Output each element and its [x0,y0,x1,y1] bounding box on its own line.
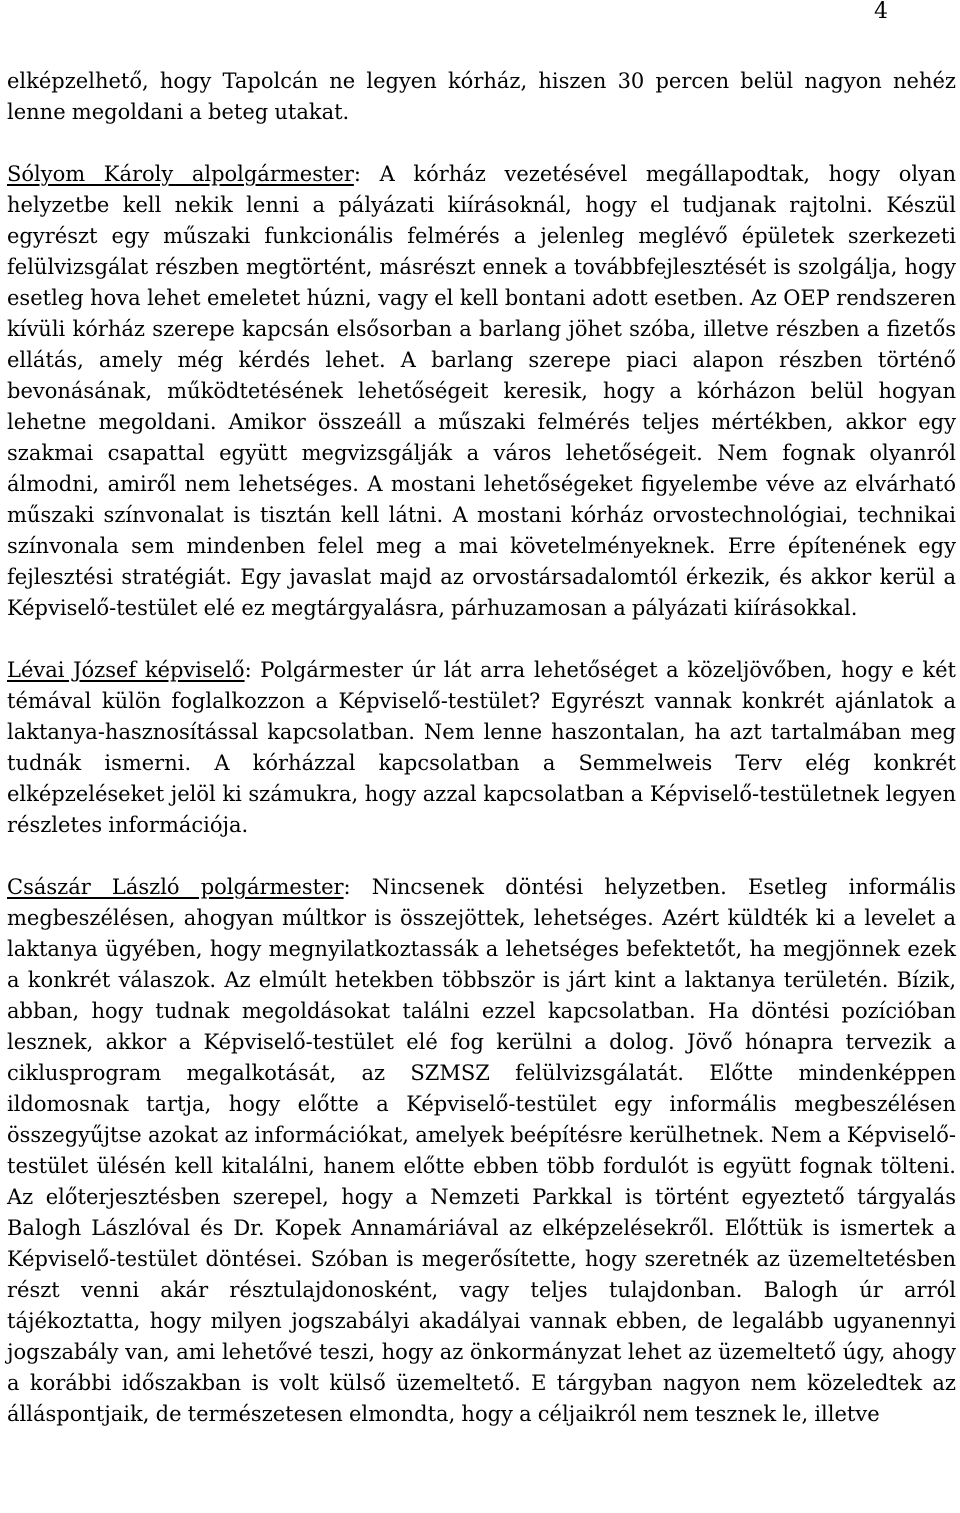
speaker-name: Lévai József képviselő [7,658,245,682]
paragraph-gap [7,128,956,159]
paragraph-levai-jozsef [7,655,956,841]
paragraph-text: Nincsenek döntési helyzetben. Esetleg informális megbeszélésen, ahogyan múltkor is összejöttek, lehetséges. Azért küldték ki a levelet a laktanya ügyében, hogy megnyilatkoztassák a lehetséges befektetőt, ha megjönnek ezek a konkrét válaszok. Az elmúlt hetekben többször is járt kint a laktanya területén. Bízik, abban, hogy tudnak megoldásokat találni ezzel kapcsolatban. Ha döntési pozícióban lesznek, akkor a Képviselő-testület elé fog kerülni a dolog. Jövő hónapra tervezik a ciklusprogram megalkotását, az SZMSZ felülvizsgálatát. Előtte mindenképpen ildomosnak tartja, hogy előtte a Képviselő-testület egy informális megbeszélésen összegyűjtse azokat az információkat, amelyek beépítésre kerülhetnek. Nem a Képviselő-testület ülésén kell kitalálni, hanem előtte ebben több fordulót is együtt fognak tölteni. Az előterjesztésben szerepel, hogy a Nemzeti Parkkal is történt egyeztető tárgyalás Balogh Lászlóval és Dr. Kopek Annamáriával az elképzelésekről. Előttük is ismertek a Képviselő-testület döntései. Szóban is megerősítette, hogy szeretnék az üzemeltetésben részt venni akár résztulajdonosként, vagy teljes tulajdonban. Balogh úr arról tájékoztatta, hogy milyen jogszabályi akadályai vannak ebben, de legalább ugyanennyi jogszabály van, ami lehetővé teszi, hogy az önkormányzat lehet az üzemeltető úgy, ahogy a korábbi időszakban is volt külső üzemeltető. E tárgyban nagyon nem közeledtek az álláspontjaik, de természetesen elmondta, hogy a céljaikról nem tesznek le, illetve [7,875,956,1426]
speaker-name: Császár László polgármester [7,875,344,899]
speaker-separator: : [244,658,252,682]
speaker-name: Sólyom Károly alpolgármester [7,162,354,186]
paragraph-text: elképzelhető, hogy Tapolcán ne legyen kórház, hiszen 30 percen belül nagyon nehéz lenne megoldani a beteg utakat. [7,69,956,124]
paragraph-text: A kórház vezetésével megállapodtak, hogy olyan helyzetbe kell nekik lenni a pályázati kiírásoknál, hogy el tudjanak rajtolni. Készül egyrészt egy műszaki funkcionális felmérés a jelenleg meglévő épületek szerkezeti felülvizsgálat részben megtörtént, másrészt ennek a továbbfejlesztését is szolgálja, hogy esetleg hova lehet emeletet húzni, vagy el kell bontani adott esetben. Az OEP rendszeren kívüli kórház szerepe kapcsán elsősorban a barlang jöhet szóba, illetve részben a fizetős ellátás, amely még kérdés lehet. A barlang szerepe piaci alapon részben történő bevonásának, működtetésének lehetőségeit keresik, hogy a kórházon belül hogyan lehetne megoldani. Amikor összeáll a műszaki felmérés teljes mértékben, akkor egy szakmai csapattal együtt megvizsgálják a város lehetőségeit. Nem fognak olyanról álmodni, amiről nem lehetséges. A mostani lehetőségeket figyelembe véve az elvárható műszaki színvonalat is tisztán kell látni. A mostani kórház orvostechnológiai, technikai színvonala sem mindenben felel meg a mai követelményeknek. Erre építenének egy fejlesztési stratégiát. Egy javaslat majd az orvostársadalomtól érkezik, és akkor kerül a Képviselő-testület elé ez megtárgyalásra, párhuzamosan a pályázati kiírásokkal. [7,162,956,620]
speaker-separator: : [343,875,351,899]
paragraph-text: Polgármester úr lát arra lehetőséget a közeljövőben, hogy e két témával külön foglalkozzon a Képviselő-testület? Egyrészt vannak konkrét ajánlatok a laktanya-hasznosítással kapcsolatban. Nem lenne haszontalan, ha azt tartalmában meg tudnák ismerni. A kórházzal kapcsolatban a Semmelweis Terv elég konkrét elképzeléseket jelöl ki számukra, hogy azzal kapcsolatban a Képviselő-testületnek legyen részletes információja. [7,658,956,837]
paragraph-csaszar-laszlo [7,872,956,1430]
paragraph-gap [7,841,956,872]
page-number: 4 [874,0,888,24]
paragraph-intro-continuation [7,66,956,128]
document-body [7,66,956,1430]
paragraph-gap [7,624,956,655]
paragraph-solyom-karoly [7,159,956,624]
speaker-separator: : [353,162,361,186]
